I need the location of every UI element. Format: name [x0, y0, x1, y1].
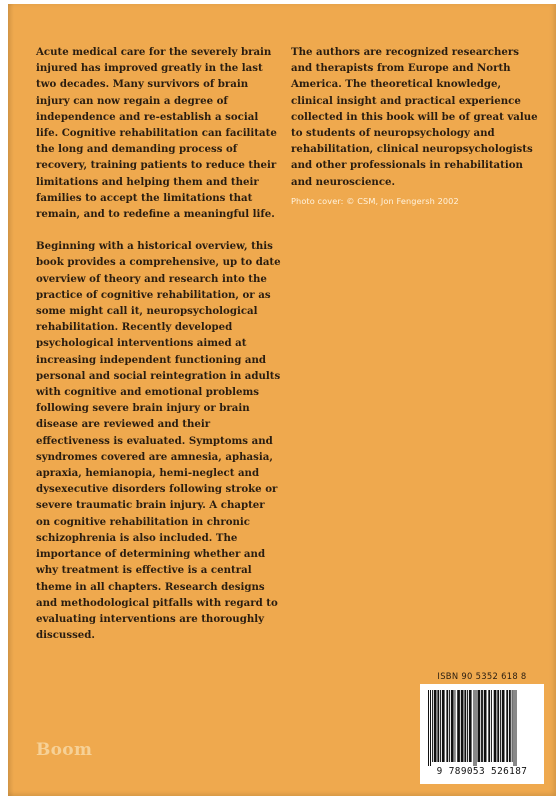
barcode-bar [512, 690, 513, 762]
barcode-bar [506, 690, 508, 762]
barcode-bar [430, 690, 431, 766]
barcode-bar [432, 690, 433, 762]
barcode-bar [514, 690, 515, 766]
barcode-bar [449, 690, 450, 762]
blurb-left-column [36, 44, 282, 643]
barcode-bar [481, 690, 483, 762]
barcode-bar [476, 690, 477, 766]
barcode-bar [500, 690, 501, 762]
barcode-bar [474, 690, 475, 766]
barcode-bar [442, 690, 445, 762]
barcode-bar [437, 690, 439, 762]
barcode-bar [428, 690, 429, 766]
spine-shadow [8, 4, 14, 796]
barcode-bar [484, 690, 487, 762]
barcode-bar [494, 690, 497, 762]
barcode-bar [434, 690, 437, 762]
barcode-bar [516, 690, 517, 766]
barcode-bar [457, 690, 460, 762]
barcode-bar [446, 690, 448, 762]
barcode-bar [497, 690, 499, 762]
barcode [420, 684, 544, 784]
barcode-number: 9 789053 526187 [436, 766, 528, 777]
barcode-bar [464, 690, 466, 762]
barcode-bar [440, 690, 441, 762]
photo-credit: Photo cover: © CSM, Jon Fengersh 2002 [291, 196, 459, 206]
back-cover [8, 4, 556, 796]
barcode-bar [455, 690, 456, 762]
blurb-paragraph: Acute medical care for the severely brain injured has improved greatly in the last two decades. Many survivors of brain injury can now regain a degree of independence and re-establish a social life. Cognitive rehabilitation can facilitate the long and demanding process of recovery, training patients to reduce their limitations and helping them and their families to accept the limitations that remain, and to redefine a meaningful life. [36, 46, 277, 221]
barcode-bar [502, 690, 505, 762]
publisher-logo: Boom [36, 740, 93, 760]
barcode-bar [451, 690, 454, 762]
blurb-paragraph: Beginning with a historical overview, this book provides a comprehensive, up to date overview of theory and research into the practice of cognitive rehabilitation, or as some might call it, neuropsychological rehabilitation. Recently developed psychological interventions aimed at increasing independent functioning and personal and social reintegration in adults with cognitive and emotional problems following severe brain injury or brain disease are reviewed and their effectiveness is evaluated. Symptoms and syndromes covered are amnesia, aphasia, apraxia, hemianopia, hemi-neglect and dysexecutive disorders following stroke or severe traumatic brain injury. A chapter on cognitive rehabilitation in chronic schizophrenia is also included. The importance of determining whether and why treatment is effective is a central theme in all chapters. Research designs and methodological pitfalls with regard to evaluating interventions are thoroughly discussed. [36, 240, 281, 642]
barcode-bars [426, 690, 538, 766]
isbn-label: ISBN 90 5352 618 8 [437, 671, 527, 681]
barcode-bar [461, 690, 464, 762]
barcode-bar [488, 690, 490, 762]
blurb-paragraph: The authors are recognized researchers and therapists from Europe and North America. The theoretical knowledge, clinical insight and practical experience collected in this book will be of great value to students of neuropsychology and rehabilitation, clinical neuropsychologists and other professionals in rehabilitation and neuroscience. [291, 46, 538, 188]
barcode-bar [478, 690, 481, 762]
barcode-bar [491, 690, 492, 762]
barcode-bar [467, 690, 468, 762]
blurb-right-column [291, 44, 541, 190]
barcode-bar [469, 690, 472, 762]
barcode-bar [509, 690, 511, 762]
